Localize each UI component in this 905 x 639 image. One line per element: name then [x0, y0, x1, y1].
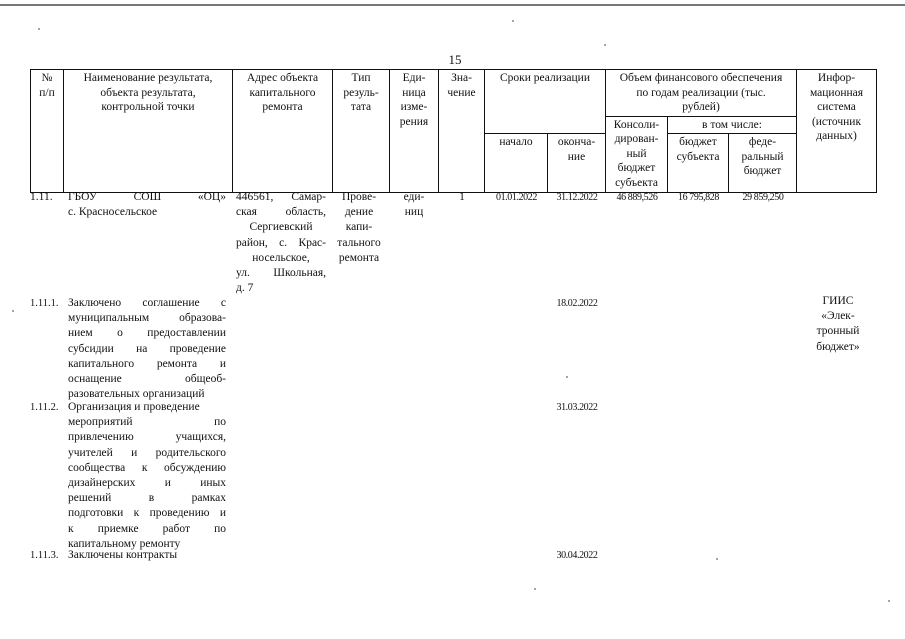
- scan-speck: [12, 310, 14, 312]
- scan-speck: [566, 376, 568, 378]
- col-header-num: № п/п: [31, 70, 64, 193]
- col-header-terms: Сроки реализации: [485, 70, 606, 134]
- header-table: [30, 69, 877, 193]
- col-header-including: в том числе:: [668, 116, 797, 134]
- row-end-date: 31.12.2022: [556, 192, 598, 203]
- row-unit: еди- ниц: [403, 191, 425, 219]
- row-address: 446561, Самар- ская область, Сергиевский район, с. Крас- носельское, ул. Школьная, д. 7: [236, 191, 326, 295]
- col-header-type: Тип резуль- тата: [333, 70, 390, 193]
- scan-speck: [888, 600, 890, 602]
- row-value: 1: [459, 191, 465, 203]
- row-subject-budget: 16 795,828: [677, 192, 719, 203]
- page-number: 15: [448, 52, 462, 67]
- row-info-system: ГИИС «Элек- тронный бюджет»: [816, 295, 860, 353]
- row-number: 1.11.3.: [30, 550, 59, 561]
- row-end-date: 30.04.2022: [556, 550, 598, 561]
- scan-speck: [716, 558, 718, 560]
- scan-speck: [534, 588, 536, 590]
- row-number: 1.11.2.: [30, 402, 59, 413]
- col-header-consolidated: Консоли- дирован- ный бюджет субъекта: [606, 116, 668, 193]
- col-header-info: Инфор- мационная система (источник данных): [797, 70, 877, 193]
- col-header-subject-budget: бюджет субъекта: [668, 134, 729, 193]
- col-header-name: Наименование результата, объекта результата, контрольной точки: [64, 70, 233, 193]
- col-header-unit: Еди- ница изме- рения: [390, 70, 439, 193]
- row-end-date: 31.03.2022: [556, 402, 598, 413]
- row-start-date: 01.01.2022: [495, 192, 537, 203]
- col-header-start: начало: [485, 134, 548, 193]
- row-federal-budget: 29 859,250: [742, 192, 784, 203]
- row-number: 1.11.: [30, 191, 53, 203]
- scan-speck: [512, 20, 514, 22]
- scan-speck: [38, 28, 40, 30]
- row-name: Организация и проведение мероприятий по привлечению учащихся, учителей и родительского сообщества к обсуждению дизайнерских и иных решений в рамках подготовки к проведению и к приемке работ по капитальному ремонту: [68, 401, 226, 550]
- col-header-address: Адрес объекта капитального ремонта: [233, 70, 333, 193]
- scan-speck: [604, 44, 606, 46]
- col-header-value: Зна- чение: [439, 70, 485, 193]
- col-header-end: оконча- ние: [548, 134, 606, 193]
- col-header-finance: Объем финансового обеспечения по годам реализации (тыс. рублей): [606, 70, 797, 117]
- row-name: Заключено соглашение с муниципальным образова- нием о предоставлении субсидии на проведение капитального ремонта и оснащение общеоб- разовательных организаций: [68, 297, 226, 401]
- col-header-federal-budget: феде- ральный бюджет: [729, 134, 797, 193]
- row-consolidated-budget: 46 889,526: [616, 192, 658, 203]
- row-end-date: 18.02.2022: [556, 298, 598, 309]
- scan-top-edge: [0, 4, 905, 6]
- row-name: Заключены контракты: [68, 549, 178, 561]
- row-number: 1.11.1.: [30, 298, 59, 309]
- row-result-type: Прове- дение капи- тального ремонта: [337, 191, 381, 264]
- row-name: ГБОУ СОШ «ОЦ» с. Красносельское: [68, 191, 226, 219]
